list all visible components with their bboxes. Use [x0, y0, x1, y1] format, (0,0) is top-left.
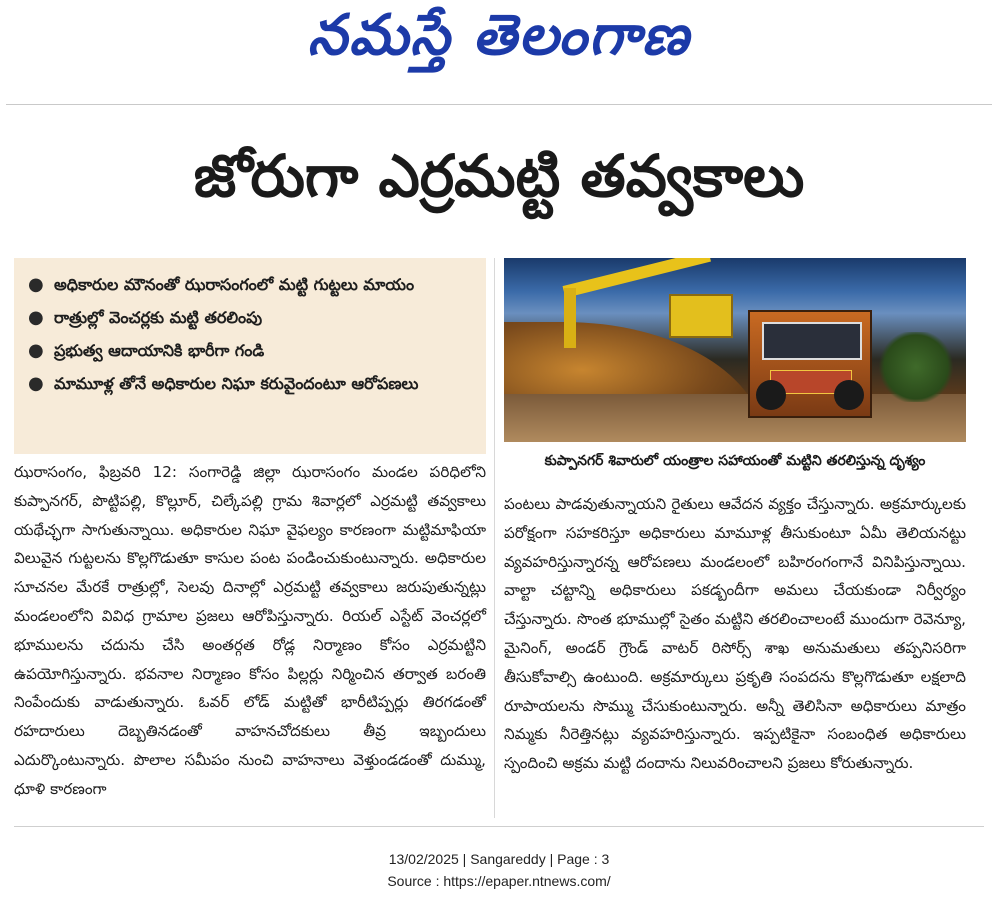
article-column-right [504, 490, 966, 778]
article-column-left [14, 458, 486, 804]
bullet-icon: ● [28, 307, 44, 328]
newspaper-logo: నమస్తే తెలంగాణ [307, 2, 691, 68]
bullet-icon: ● [28, 373, 44, 394]
masthead [0, 0, 998, 84]
tipper-truck [748, 310, 872, 418]
photo-caption: కుప్పానగర్ శివారులో యంత్రాల సహాయంతో మట్టిని తరలిస్తున్న దృశ్యం [544, 453, 926, 469]
highlight-item: ● మామూళ్ల తోనే అధికారుల నిఘా కరువైందంటూ ఆరోపణలు [14, 367, 486, 400]
excavator-arm [563, 258, 711, 298]
source-link[interactable]: Source : https://epaper.ntnews.com/ [387, 873, 611, 889]
news-photo [504, 258, 966, 442]
excavator-cab [669, 294, 733, 338]
truck-wheel [756, 380, 786, 410]
highlight-item: ● అధికారుల మౌనంతో ఝరాసంగంలో మట్టి గుట్టలు మాయం [14, 268, 486, 301]
article-text-right: పంటలు పాడవుతున్నాయని రైతులు ఆవేదన వ్యక్తం చేస్తున్నారు. అక్రమార్కులకు పరోక్షంగా సహకరిస్తూ అధికారులు మామూళ్ల తీసుకుంటూ ఏమీ తెలియనట్టు వ్యవహరిస్తున్నారన్న ఆరోపణలు మండలంలో బహిరంగంగానే వినిపిస్తున్నాయి. వాల్టా చట్టాన్ని అధికారులు పకడ్బందీగా అమలు చేయకుండా నిర్వీర్యం చేస్తున్నారు. సొంత భూముల్లో సైతం మట్టిని తరలించాలంటే ముందుగా రెవెన్యూ, మైనింగ్, అండర్ గ్రౌండ్ వాటర్ రిసోర్స్ శాఖ అనుమతులు తప్పనిసరిగా తీసుకోవాల్సి ఉంటుంది. అక్రమార్కులు ప్రకృతి సంపదను కొల్లగొడుతూ లక్షలాది రూపాయలను సొమ్ము చేసుకుంటున్నారు. అన్నీ తెలిసినా అధికారులు మాత్రం నిమ్మకు నీరెత్తినట్లు వ్యవహరిస్తున్నారు. ఇప్పటికైనా సంబంధిత అధికారులు స్పందించి అక్రమ మట్టి దందాను నిలువరించాలని ప్రజలు కోరుతున్నారు. [504, 495, 966, 773]
highlights-box [14, 258, 486, 454]
column-divider [494, 258, 495, 818]
truck-wheel [834, 380, 864, 410]
masthead-divider [6, 104, 992, 105]
highlight-item: ● రాత్రుల్లో వెంచర్లకు మట్టి తరలింపు [14, 301, 486, 334]
article-headline: జోరుగా ఎర్రమట్టి తవ్వకాలు [193, 142, 805, 210]
truck-windshield [762, 322, 862, 360]
bullet-icon: ● [28, 274, 44, 295]
footer-divider [14, 826, 984, 827]
edition-info: 13/02/2025 | Sangareddy | Page : 3 [388, 851, 610, 867]
highlight-item: ● ప్రభుత్వ ఆదాయానికి భారీగా గండి [14, 334, 486, 367]
photo-tree [876, 332, 956, 402]
article-text-left: ఝరాసంగం, ఫిబ్రవరి 12: సంగారెడ్డి జిల్లా ఝరాసంగం మండల పరిధిలోని కుప్పానగర్, పొట్టిపల్లి, కొల్లూర్, చిల్కేపల్లి గ్రామ శివార్లలో ఎర్రమట్టి తవ్వకాలు యథేచ్ఛగా సాగుతున్నాయి. అధికారుల నిఘా వైఫల్యం కారణంగా మట్టిమాఫియా విలువైన గుట్టలను కొల్లగొడుతూ కాసుల పంట పండించుకుంటున్నారు. అధికారుల సూచనల మేరకే రాత్రుల్లో, సెలవు దినాల్లో ఎర్రమట్టి తవ్వకాలు జరుపుతున్నట్లు మండలంలోని వివిధ గ్రామాల ప్రజలు ఆరోపిస్తున్నారు. రియల్ ఎస్టేట్ వెంచర్లలో భూములను చదును చేసి అంతర్గత రోడ్ల నిర్మాణం కోసం ఎర్రమట్టిని ఉపయోగిస్తున్నారు. భవనాల నిర్మాణం కోసం పిల్లర్లు నిర్మించిన తర్వాత బరంతి నింపేందుకు వాడుతున్నారు. ఓవర్ లోడ్ మట్టితో భారీటిప్పర్లు తిరగడంతో రహదారులు దెబ్బతినడంతో వాహనచోదకులు తీవ్ర ఇబ్బందులు ఎదుర్కొంటున్నారు. పొలాల సమీపం నుంచి వాహనాలు వెళ్తుండడంతో దుమ్ము, ధూళి కారణంగా [14, 463, 486, 798]
bullet-icon: ● [28, 340, 44, 361]
excavator-bucket [564, 288, 576, 348]
